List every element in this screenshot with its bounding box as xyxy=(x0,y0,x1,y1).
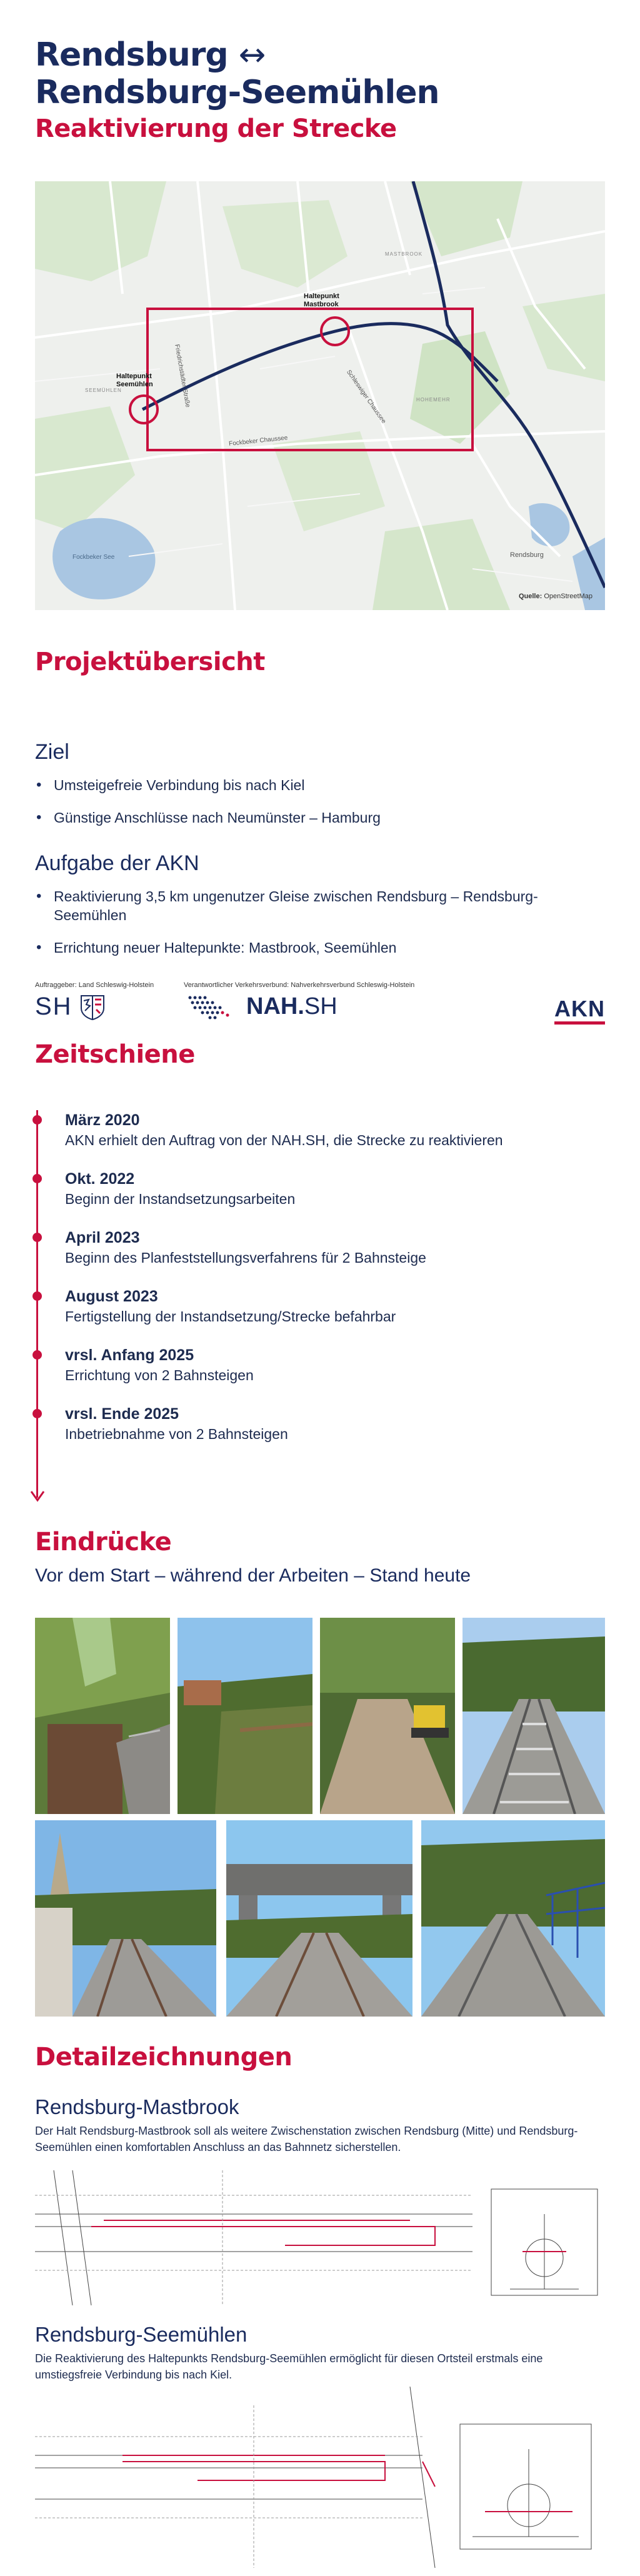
photo-cleared-vegetation xyxy=(178,1618,312,1814)
map-label-district-2: HOHEMEHR xyxy=(416,397,451,403)
timeline-section xyxy=(35,1040,605,1069)
association-logo-main: NAH. xyxy=(246,993,304,1020)
photo-gravel-roadbed xyxy=(320,1618,455,1814)
timeline-dot xyxy=(32,1409,42,1418)
map-source xyxy=(519,593,592,600)
timeline-date: vrsl. Anfang 2025 xyxy=(65,1346,194,1364)
map-source-value: OpenStreetMap xyxy=(544,593,592,600)
timeline-dot xyxy=(32,1174,42,1183)
timeline-date: Okt. 2022 xyxy=(65,1170,135,1188)
task-title: Aufgabe der AKN xyxy=(35,851,199,875)
page-title-line-2: Rendsburg-Seemühlen xyxy=(35,74,439,111)
goal-block xyxy=(35,740,605,841)
goal-list xyxy=(35,776,605,827)
mastbrook-title: Rendsburg-Mastbrook xyxy=(35,2095,239,2118)
timeline-item xyxy=(65,1404,288,1444)
bidirectional-arrow-icon: ↔ xyxy=(238,36,266,74)
list-item: • Errichtung neuer Haltepunkte: Mastbrook, Seemühlen xyxy=(35,938,605,957)
association-logo-block xyxy=(184,981,414,1020)
details-title: Detailzeichnungen xyxy=(35,2043,292,2072)
list-item: • Günstige Anschlüsse nach Neumünster – Hamburg xyxy=(35,808,605,827)
impressions-section xyxy=(35,1528,605,1586)
timeline-date: März 2020 xyxy=(65,1111,140,1129)
map-label-street-schleswiger: Schleswiger Chaussee xyxy=(344,369,388,425)
timeline-item xyxy=(65,1228,426,1268)
details-section xyxy=(35,2043,605,2072)
timeline-text: AKN erhielt den Auftrag von der NAH.SH, die Strecke zu reaktivieren xyxy=(65,1132,503,1148)
goal-title: Ziel xyxy=(35,740,69,764)
photo-track-with-fence xyxy=(421,1820,605,2017)
timeline xyxy=(35,1110,605,1523)
mastbrook-drawing xyxy=(35,2158,605,2305)
mastbrook-block xyxy=(35,2095,605,2155)
association-logo xyxy=(246,993,338,1020)
map-label-seemuehlen: Haltepunkt Seemühlen xyxy=(116,373,153,388)
timeline-line xyxy=(36,1110,38,1498)
timeline-dot xyxy=(32,1291,42,1301)
mastbrook-technical-drawing xyxy=(35,2158,605,2305)
sh-dot-map-icon xyxy=(184,993,240,1020)
mastbrook-text: Der Halt Rendsburg-Mastbrook soll als weitere Zwischenstation zwischen Rendsburg (Mitte) und Rendsburg-Seemühlen einen komfortablen Anschluss an das Bahnnetz sicherstellen. xyxy=(35,2125,578,2153)
seemuehlen-block xyxy=(35,2323,605,2383)
route-map-graphic xyxy=(35,181,605,610)
photo-overgrown-track xyxy=(35,1618,170,1814)
map-source-label: Quelle: xyxy=(518,593,542,600)
page-title xyxy=(35,36,605,74)
seemuehlen-drawing xyxy=(35,2387,605,2568)
timeline-item xyxy=(65,1110,503,1150)
page-subtitle: Reaktivierung der Strecke xyxy=(35,114,397,143)
association-logo-suffix: SH xyxy=(304,993,338,1020)
map-label-street-friedrichstaedter: Friedrichstädter Straße xyxy=(173,344,191,408)
timeline-text: Beginn der Instandsetzungsarbeiten xyxy=(65,1191,296,1207)
overview-title: Projektübersicht xyxy=(35,648,265,676)
photo-track-under-bridge xyxy=(226,1820,412,2017)
timeline-dot xyxy=(32,1350,42,1360)
timeline-date: April 2023 xyxy=(65,1229,140,1246)
map-label-district-3: SEEMÜHLEN xyxy=(85,388,122,393)
title-line-1: Rendsburg xyxy=(35,36,228,74)
impressions-title: Eindrücke xyxy=(35,1528,172,1556)
timeline-dot xyxy=(32,1115,42,1125)
timeline-date: vrsl. Ende 2025 xyxy=(65,1405,179,1423)
client-logo: SH xyxy=(35,993,72,1020)
client-logo-block xyxy=(35,981,154,1021)
timeline-text: Fertigstellung der Instandsetzung/Strecke befahrbar xyxy=(65,1308,396,1325)
seemuehlen-technical-drawing xyxy=(35,2387,605,2568)
map-label-district-1: MASTBROOK xyxy=(385,251,423,257)
timeline-arrow-icon xyxy=(30,1490,45,1503)
task-list xyxy=(35,887,605,957)
route-map xyxy=(35,181,605,610)
list-item: • Reaktivierung 3,5 km ungenutzer Gleise zwischen Rendsburg – Rendsburg-Seemühlen xyxy=(35,887,605,925)
akn-logo: AKN xyxy=(554,998,605,1025)
logos-row xyxy=(35,981,605,1031)
page-header xyxy=(35,36,605,144)
overview-section xyxy=(35,648,605,676)
timeline-title: Zeitschiene xyxy=(35,1040,195,1069)
photo-track-with-tower xyxy=(35,1820,216,2017)
association-label: Verantwortlicher Verkehrsverbund: Nahverkehrsverbund Schleswig-Holstein xyxy=(184,981,415,989)
map-label-mastbrook: Haltepunkt Mastbrook xyxy=(304,293,339,308)
map-label-city: Rendsburg xyxy=(510,551,544,559)
timeline-dot xyxy=(32,1233,42,1242)
timeline-text: Inbetriebnahme von 2 Bahnsteigen xyxy=(65,1426,288,1442)
seemuehlen-text: Die Reaktivierung des Haltepunkts Rendsburg-Seemühlen ermöglicht für diesen Ortsteil erstmals eine umstiegsfreie Verbindung bis nach Kiel. xyxy=(35,2352,543,2381)
akn-logo-block xyxy=(554,998,605,1025)
timeline-date: August 2023 xyxy=(65,1288,158,1305)
task-block xyxy=(35,851,605,971)
map-label-lake: Fockbeker See xyxy=(72,554,115,561)
client-label: Auftraggeber: Land Schleswig-Holstein xyxy=(35,981,154,989)
seemuehlen-title: Rendsburg-Seemühlen xyxy=(35,2323,248,2346)
coat-of-arms-icon xyxy=(79,993,106,1021)
timeline-item xyxy=(65,1286,396,1326)
timeline-item xyxy=(65,1345,254,1385)
impressions-subtitle: Vor dem Start – während der Arbeiten – Stand heute xyxy=(35,1565,471,1586)
timeline-item xyxy=(65,1169,295,1209)
timeline-text: Errichtung von 2 Bahnsteigen xyxy=(65,1367,254,1383)
timeline-text: Beginn des Planfeststellungsverfahrens für 2 Bahnsteige xyxy=(65,1250,426,1266)
map-label-street-fockbeker: Fockbeker Chaussee xyxy=(228,434,288,448)
photo-new-track xyxy=(462,1618,605,1814)
list-item: • Umsteigefreie Verbindung bis nach Kiel xyxy=(35,776,605,794)
